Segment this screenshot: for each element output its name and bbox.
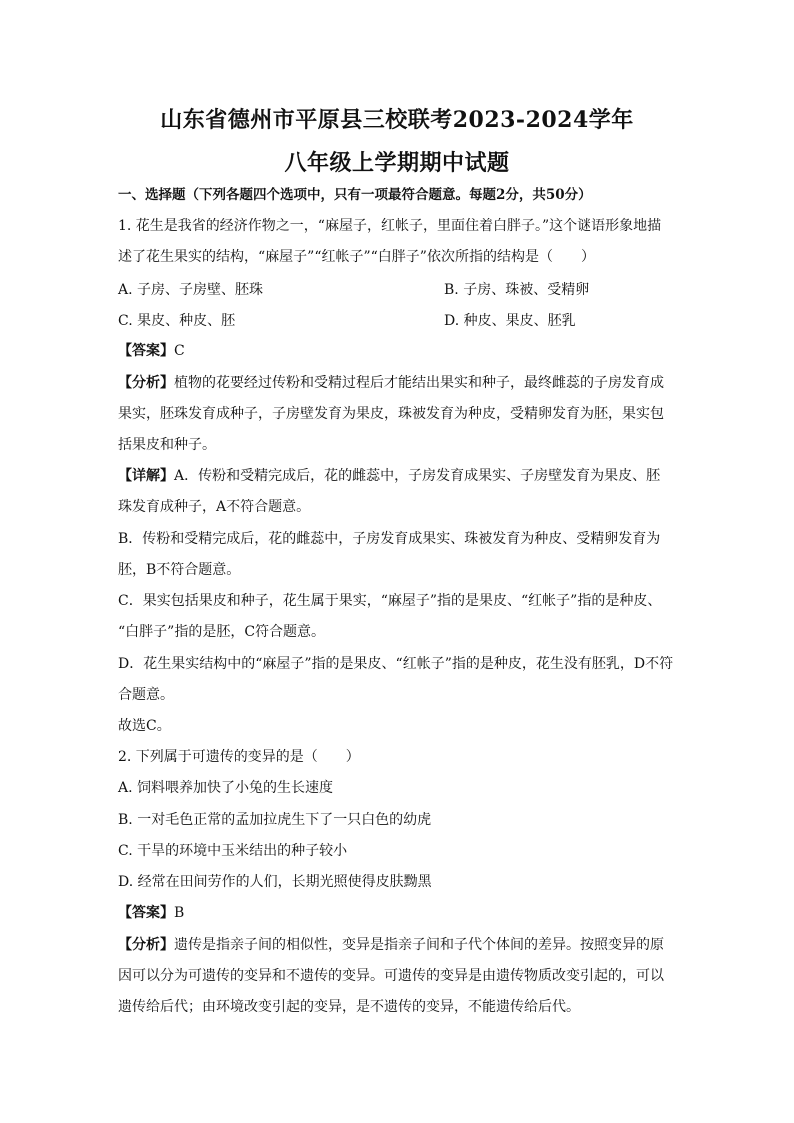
q2-analysis-line2: 因可以分为可遗传的变异和不遗传的变异。可遗传的变异是由遗传物质改变引起的，可以	[118, 968, 664, 984]
analysis-tag: 【分析】	[118, 937, 174, 953]
q2-analysis-line1	[118, 935, 678, 955]
page-subtitle: 八年级上学期期中试题	[284, 150, 510, 176]
q2-analysis-line3: 遗传给后代；由环境改变引起的变异，是不遗传的变异，不能遗传给后代。	[118, 999, 580, 1015]
q1-detail-line5: C．果实包括果皮和种子，花生属于果实，“麻屋子”指的是果皮、“红帐子”指的是种皮、	[118, 593, 662, 609]
q1-stem-line2: 述了花生果实的结构，“麻屋子”“红帐子”“白胖子”依次所指的结构是（ ）	[118, 249, 595, 265]
q2-stem: 2. 下列属于可遗传的变异的是（ ）	[118, 749, 360, 765]
page-title: 山东省德州市平原县三校联考2023-2024学年	[160, 107, 634, 133]
q1-option-b: B. 子房、珠被、受精卵	[444, 282, 590, 298]
q1-detail-line2: 珠发育成种子，A不符合题意。	[118, 499, 311, 515]
detail-text: A．传粉和受精完成后，花的雌蕊中，子房发育成果实、子房壁发育为果皮、胚	[174, 468, 661, 484]
q1-analysis-line1	[118, 373, 678, 393]
answer-value: C	[174, 343, 185, 359]
q2-option-b: B. 一对毛色正常的孟加拉虎生下了一只白色的幼虎	[118, 812, 432, 828]
q1-detail-line3: B．传粉和受精完成后，花的雌蕊中，子房发育成果实、珠被发育为种皮、受精卵发育为	[118, 531, 661, 547]
q1-detail-line8: 合题意。	[118, 687, 174, 703]
q1-option-a: A. 子房、子房壁、胚珠	[118, 282, 264, 298]
section-heading: 一、选择题（下列各题四个选项中，只有一项最符合题意。每题2分，共50分）	[118, 187, 592, 203]
q1-option-d: D. 种皮、果皮、胚乳	[444, 313, 576, 329]
q2-option-c: C. 干旱的环境中玉米结出的种子较小	[118, 843, 348, 859]
q1-detail-line7: D．花生果实结构中的“麻屋子”指的是果皮、“红帐子”指的是种皮，花生没有胚乳，D不符	[118, 656, 674, 672]
q1-stem-line1: 1. 花生是我省的经济作物之一，“麻屋子，红帐子，里面住着白胖子。”这个谜语形象地描	[118, 218, 662, 234]
analysis-text: 植物的花要经过传粉和受精过程后才能结出果实和种子，最终雌蕊的子房发育成	[174, 375, 664, 391]
answer-tag: 【答案】	[118, 905, 174, 921]
q2-option-a: A. 饲料喂养加快了小兔的生长速度	[118, 780, 334, 796]
q1-detail-line4: 胚，B不符合题意。	[118, 562, 241, 578]
q1-analysis-line2: 果实，胚珠发育成种子，子房壁发育为果皮，珠被发育为种皮，受精卵发育为胚，果实包	[118, 406, 664, 422]
q1-option-c: C. 果皮、种皮、胚	[118, 313, 236, 329]
q1-detail-line6: “白胖子”指的是胚，C符合题意。	[118, 624, 326, 640]
analysis-text: 遗传是指亲子间的相似性，变异是指亲子间和子代个体间的差异。按照变异的原	[174, 937, 664, 953]
answer-tag: 【答案】	[118, 343, 174, 359]
q1-answer	[118, 341, 678, 361]
q2-option-d: D. 经常在田间劳作的人们，长期光照使得皮肤黝黑	[118, 874, 432, 890]
q1-detail-line1	[118, 466, 678, 486]
q1-conclusion: 故选C。	[118, 718, 171, 734]
q1-analysis-line3: 括果皮和种子。	[118, 437, 216, 453]
q2-answer	[118, 903, 678, 923]
detail-tag: 【详解】	[118, 468, 174, 484]
answer-value: B	[174, 905, 185, 921]
analysis-tag: 【分析】	[118, 375, 174, 391]
